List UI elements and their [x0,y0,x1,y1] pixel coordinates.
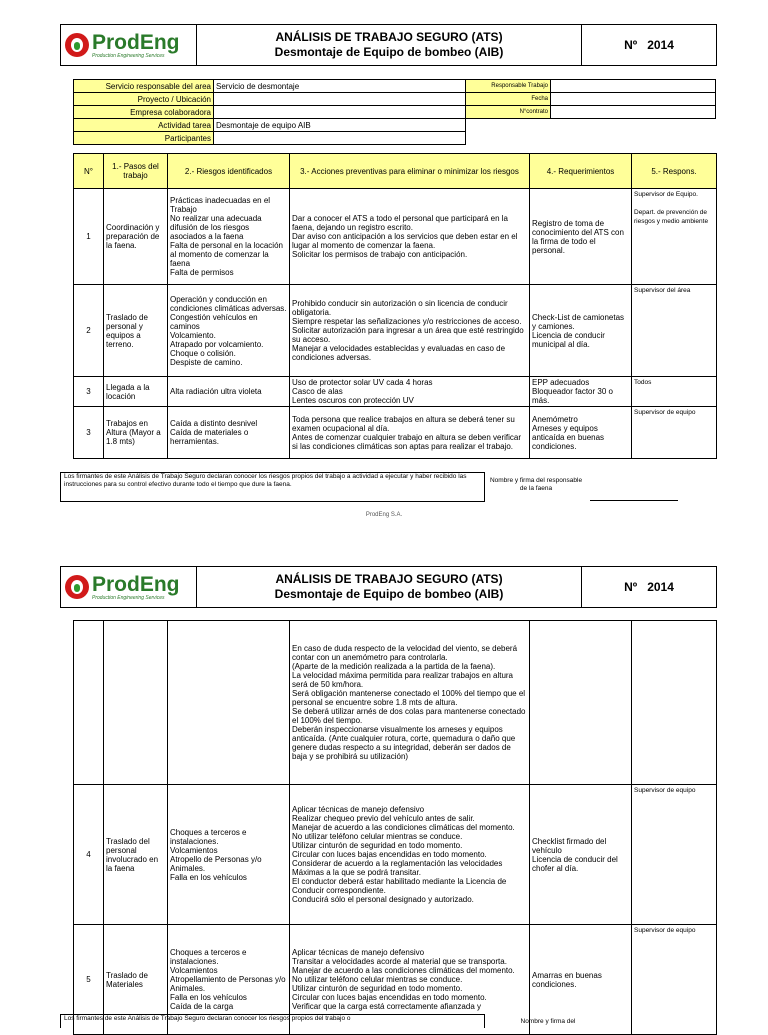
cell-paso: Traslado de personal y equipos a terreno. [104,285,168,377]
cell-acciones: Uso de protector solar UV cada 4 horas Casco de alas Lentes oscuros con protección UV [290,377,530,407]
number-value: 2014 [647,38,674,52]
cell-resp: Todos [632,377,717,407]
cell-paso: Trabajos en Altura (Mayor a 1.8 mts) [104,407,168,459]
title-line1: ANÁLISIS DE TRABAJO SEGURO (ATS) [275,30,503,44]
cell-riesgos: Choques a terceros e instalaciones. Volcamientos Atropello de Personas y/o Animales. Falla en los vehículos [168,785,290,925]
proyecto-value [214,93,466,106]
cell-paso: Traslado de Materiales [104,925,168,1035]
cell-req [530,621,632,785]
cell-req: Check-List de camionetas y camiones. Licencia de conducir municipal al día. [530,285,632,377]
number-value: 2014 [647,580,674,594]
col-header-n: N° [74,154,104,189]
cell-acciones: Toda persona que realice trabajos en altura se deberá tener su examen ocupacional al día. Antes de comenzar cualquier trabajo en altura se deben verificar si las condiciones climáticas son aptas para realizar el trabajo. [290,407,530,459]
servicio-label: Servicio responsable del area [74,80,214,93]
cell-req: EPP adecuados Bloqueador factor 30 o más. [530,377,632,407]
brand-name: ProdEng [92,572,180,596]
cell-acciones: En caso de duda respecto de la velocidad del viento, se deberá contar con un anemómetro para controlarla. (Aparte de la medición realizada a la partida de la faena). La velocidad máxima permitida para realizar trabajos en altura será de 50 km/hora. Será obligación mantenerse conectado el 100% del tiempo que el personal se encuentre sobre 1.8 mts de altura. Se deberá utilizar arnés de dos colas para mantenerse conectado el 100% del tiempo. Deberán inspeccionarse visualmente los arneses y equipos anticaída. (Ante cualquier rotura, corte, quemadura o daño que genere dudas respecto a su integridad, deberán ser dados de baja y se prohibirá su utilización) [290,621,530,785]
cell-req: Anemómetro Arneses y equipos anticaída en buenas condiciones. [530,407,632,459]
proyecto-label: Proyecto / Ubicación [74,93,214,106]
col-header-pasos: 1.- Pasos del trabajo [104,154,168,189]
brand-subtitle: Production Engineering Services [92,594,165,601]
title-line2: Desmontaje de Equipo de bombeo (AIB) [274,45,504,59]
col-header-riesgos: 2.- Riesgos identificados [168,154,290,189]
declaration-text: Los firmantes de este Análisis de Trabajo Seguro declaran conocer los riesgos propios del trabajo a actividad a ejecutar y haber recibido las instrucciones para su control efectivo durante todo el tiempo que dure la faena. [60,472,485,502]
document-number [582,25,716,65]
brand-subtitle: Production Engineering Services [92,52,165,59]
prodeng-logo-icon [65,575,89,599]
risk-table-page1 [73,153,717,459]
cell-resp: Supervisor del área [632,285,717,377]
table-row [74,785,717,925]
cell-req: Amarras en buenas condiciones. [530,925,632,1035]
cell-riesgos: Operación y conducción en condiciones climáticas adversas. Congestión vehículos en caminos Volcamiento. Atrapado por volcamiento. Choque o colisión. Despiste de camino. [168,285,290,377]
brand-name: ProdEng [92,30,180,54]
contrato-label: N°contrato [466,106,551,119]
cell-paso [104,621,168,785]
cell-acciones: Aplicar técnicas de manejo defensivo Realizar chequeo previo del vehículo antes de salir. Manejar de acuerdo a las condiciones climáticas del momento. No utilizar teléfono celular mientras se conduce. Utilizar cinturón de seguridad en todo momento. Circular con luces bajas encendidas en todo momento. Considerar de acuerdo a la reglamentación las velocidades Máximas a la que se podrá transitar. El conductor deberá estar habilitado mediante la Licencia de Conducir correspondiente. Conducirá sólo el personal designado y autorizado. [290,785,530,925]
table-row [74,407,717,459]
cell-paso: Coordinación y preparación de la faena. [104,189,168,285]
empresa-label: Empresa colaboradora [74,106,214,119]
empty-cell [551,132,716,145]
table-row [74,621,717,785]
col-header-responsables: 5.- Respons. [632,154,717,189]
cell-riesgos: Prácticas inadecuadas en el Trabajo No realizar una adecuada difusión de los riesgos asociados a la faena Falta de personal en la locación al momento de comenzar la faena Falta de permisos [168,189,290,285]
cell-req: Registro de toma de conocimiento del ATS con la firma de todo el personal. [530,189,632,285]
cell-paso: Llegada a la locación [104,377,168,407]
company-logo [61,25,197,65]
cell-n: 4 [74,785,104,925]
prodeng-logo-icon [65,33,89,57]
cell-acciones: Aplicar técnicas de manejo defensivo Transitar a velocidades acorde al material que se transporta. Manejar de acuerdo a las condiciones climáticas del momento. No utilizar teléfono celular mientras se conduce. Utilizar cinturón de seguridad en todo momento. Circular con luces bajas encendidas en todo momento. Verificar que la carga está correctamente afianzada y [290,925,530,1035]
servicio-value: Servicio de desmontaje [214,80,466,93]
declaration-text-cut: Los firmantes de este Análisis de Trabajo Seguro declaran conocer los riesgos propios del trabajo o [60,1014,485,1028]
responsable-label: Responsable Trabajo [466,80,551,93]
actividad-value: Desmontaje de equipo AIB [214,119,466,132]
cell-n: 1 [74,189,104,285]
cell-paso: Traslado del personal involucrado en la faena [104,785,168,925]
cell-riesgos [168,621,290,785]
page-footer: ProdEng S.A. [365,512,403,518]
cell-resp: Supervisor de equipo [632,785,717,925]
col-header-acciones: 3.- Acciones preventivas para eliminar o minimizar los riesgos [290,154,530,189]
table-row [74,377,717,407]
table-row [74,189,717,285]
contrato-value [551,106,716,119]
fecha-label: Fecha [466,93,551,106]
actividad-label: Actividad tarea [74,119,214,132]
cell-acciones: Dar a conocer el ATS a todo el personal que participará en la faena, dejando un registro escrito. Dar aviso con anticipación a los servicios que deben estar en el lugar al momento de comenzar la faena. Solicitar los permisos de trabajo con anticipación. [290,189,530,285]
cell-resp: Supervisor de equipo [632,407,717,459]
cell-resp [632,621,717,785]
title-line2: Desmontaje de Equipo de bombeo (AIB) [274,587,504,601]
document-title [197,567,582,607]
cell-n: 2 [74,285,104,377]
cell-riesgos: Caída a distinto desnivel Caída de materiales o herramientas. [168,407,290,459]
empty-cell [466,119,551,132]
info-table [73,79,716,145]
risk-table-page2 [73,620,717,1035]
empty-cell [551,119,716,132]
col-header-requerimientos: 4.- Requerimientos [530,154,632,189]
cell-n [74,621,104,785]
table-row [74,285,717,377]
number-label: Nº [624,580,638,594]
page2-header [60,566,717,608]
cell-acciones: Prohibido conducir sin autorización o sin licencia de conducir obligatoria. Siempre respetar las señalizaciones y/o restricciones de acceso. Solicitar autorización para ingresar a un área que esté restringido su acceso. Manejar a velocidades establecidas y evaluadas en caso de condiciones adversas. [290,285,530,377]
cell-n: 3 [74,377,104,407]
cell-req: Checklist firmado del vehículo Licencia de conducir del chofer al día. [530,785,632,925]
responsable-value [551,80,716,93]
cell-riesgos: Choques a terceros e instalaciones. Volcamientos Atropellamiento de Personas y/o Animales. Falla en los vehículos Caída de la carga [168,925,290,1035]
participantes-value [214,132,466,145]
company-logo [61,567,197,607]
cell-resp: Supervisor de Equipo. Depart. de prevención de riesgos y medio ambiente [632,189,717,285]
page1-header [60,24,717,66]
firma-label-cut: Nombre y firma del [520,1018,576,1025]
cell-riesgos: Alta radiación ultra violeta [168,377,290,407]
firma-label: Nombre y firma del responsable de la faena [489,477,583,492]
cell-n: 3 [74,407,104,459]
cell-resp: Supervisor de equipo [632,925,717,1035]
cell-n: 5 [74,925,104,1035]
fecha-value [551,93,716,106]
signature-line [590,500,678,501]
document-title [197,25,582,65]
number-label: Nº [624,38,638,52]
participantes-label: Participantes [74,132,214,145]
document-number [582,567,716,607]
title-line1: ANÁLISIS DE TRABAJO SEGURO (ATS) [275,572,503,586]
empty-cell [466,132,551,145]
empresa-value [214,106,466,119]
